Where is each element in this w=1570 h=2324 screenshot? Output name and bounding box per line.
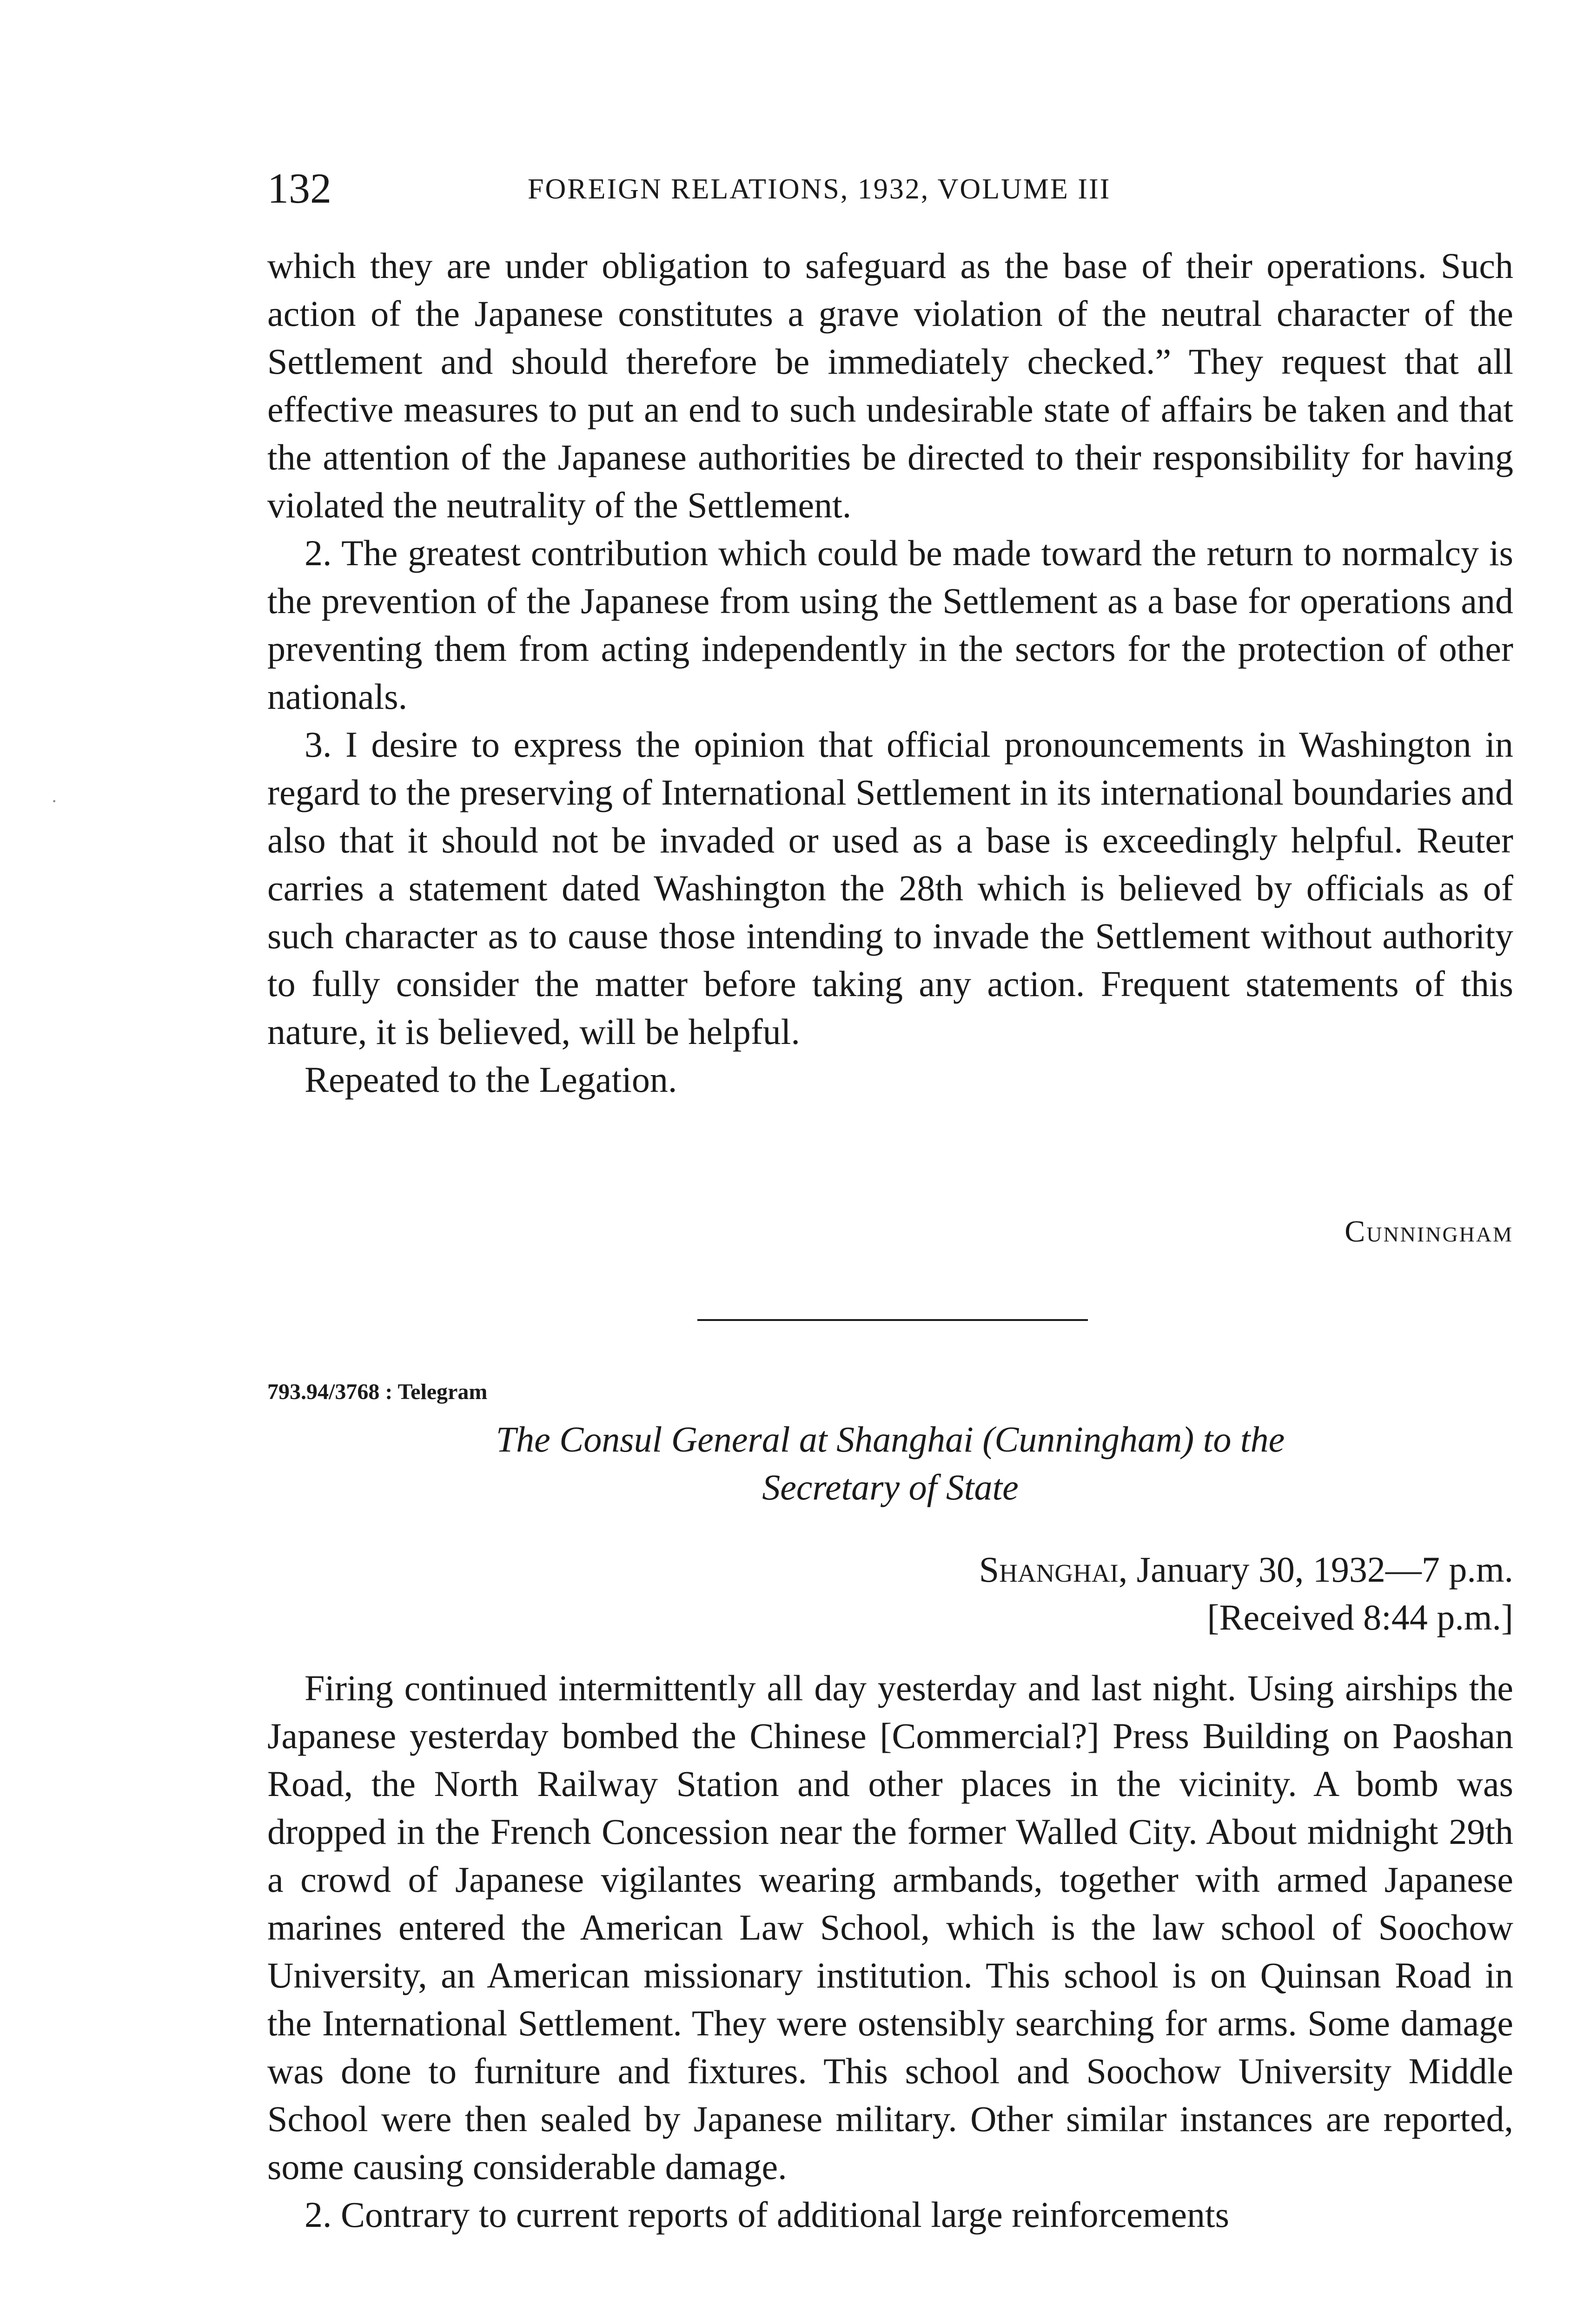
paragraph-continuation: which they are under obligation to safeguard as the base of their operations. Such action of the Japanese constitutes a grave violation of the neutral character of the Settlement and should therefore be immediately checked.” They request that all effective measures to put an end to such undesirable state of affairs be taken and that the attention of the Japanese authorities be directed to their responsibility for having violated the neutrality of the Settlement. — [267, 245, 1513, 525]
running-head: FOREIGN RELATIONS, 1932, VOLUME III — [528, 173, 1111, 205]
paragraph-repeated: Repeated to the Legation. — [305, 1059, 677, 1100]
paragraph-1: Firing continued intermittently all day yesterday and last night. Using airships the Japanese yesterday bombed the Chinese [Commercial?] Press Building on Paoshan Road, the North Railway Station and other places in the vicinity. A bomb was dropped in the French Concession near the former Walled City. About midnight 29th a crowd of Japanese vigilantes wearing armbands, together with armed Japanese marines entered the American Law School, which is the law school of Soochow University, an American missionary institution. This school is on Quinsan Road in the International Settlement. They were ostensibly searching for arms. Some damage was done to furniture and fixtures. This school and Soochow University Middle School were then sealed by Japanese military. Other similar instances are reported, some causing considerable damage. — [267, 1668, 1513, 2187]
signature: Cunningham — [1345, 1215, 1513, 1248]
paragraph-3: 3. I desire to express the opinion that official pronouncements in Washington in regard to the preserving of International Settlement in its international boundaries and also that it should not be invaded or used as a base is exceedingly helpful. Reuter carries a statement dated Washington the 28th which is believed by officials as of such character as to cause those intending to invade the Settlement without authority to fully consider the matter before taking any action. Frequent statements of this nature, it is believed, will be helpful. — [267, 724, 1513, 1052]
paragraph-2: 2. The greatest contribution which could be made toward the return to normalcy is the prevention of the Japanese from using the Settlement as a base for operations and preventing them from acting independently in the sectors for the protection of other nationals. — [267, 533, 1513, 717]
page-number: 132 — [267, 165, 331, 212]
title-line-1: The Consul General at Shanghai (Cunningham) to the — [496, 1419, 1285, 1459]
page-header — [267, 158, 1513, 218]
dateline-place: Shanghai — [979, 1549, 1119, 1590]
dateline — [769, 1545, 1513, 1641]
first-document-body — [267, 242, 1513, 1103]
section-divider — [697, 1319, 1088, 1321]
document-title — [267, 1415, 1513, 1511]
second-document-body — [267, 1664, 1513, 2238]
received-time: [Received 8:44 p.m.] — [1207, 1597, 1513, 1637]
dateline-date: , January 30, 1932—7 p.m. — [1118, 1549, 1513, 1590]
dateline-place-date — [769, 1545, 1513, 1593]
paragraph-2: 2. Contrary to current reports of additional large reinforcements — [305, 2194, 1230, 2235]
file-reference: 793.94/3768 : Telegram — [267, 1380, 488, 1404]
scan-speck: · — [51, 791, 58, 812]
title-line-2: Secretary of State — [762, 1467, 1019, 1507]
